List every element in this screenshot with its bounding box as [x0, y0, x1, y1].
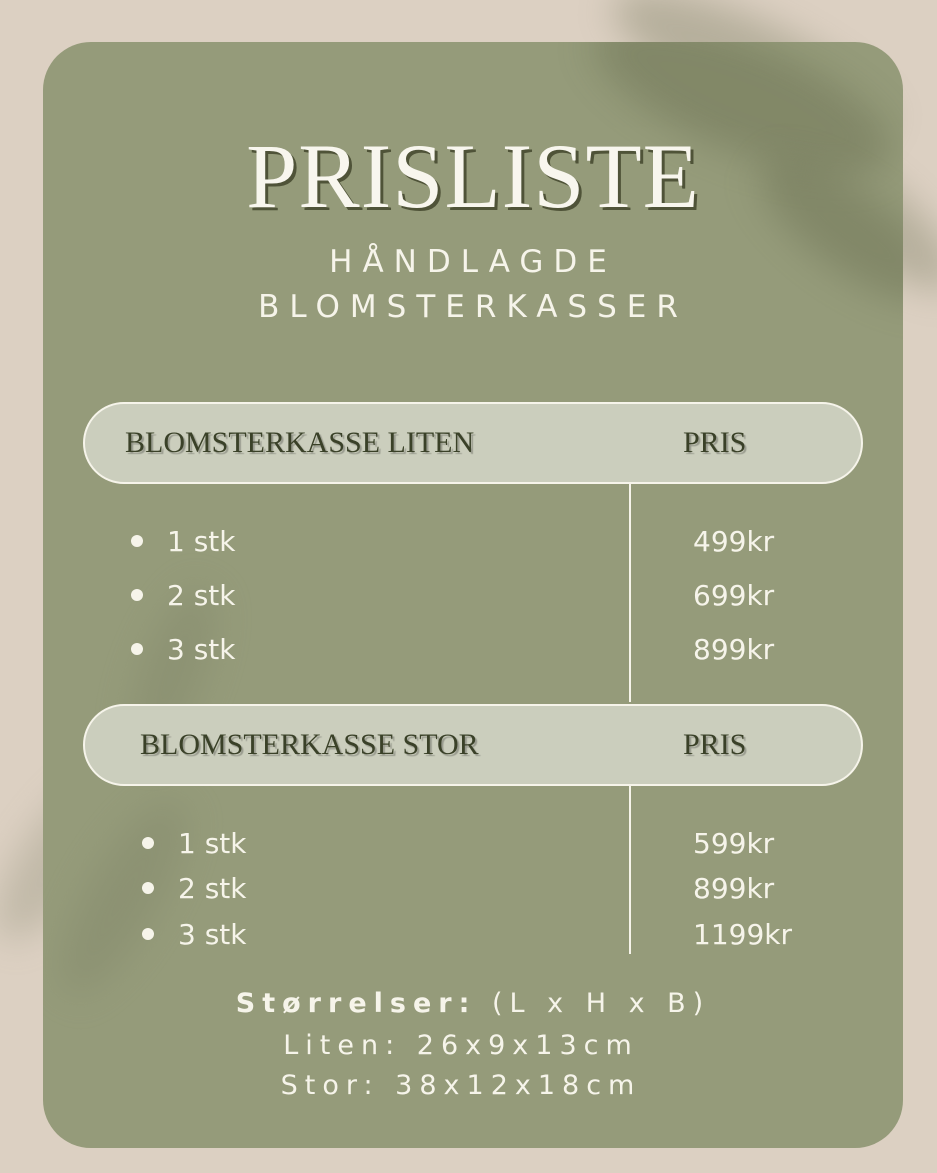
list-item: [43, 630, 903, 670]
quantity: 3 stk: [178, 918, 247, 951]
price: 899kr: [693, 633, 775, 666]
subtitle-line-1: HÅNDLAGDE: [329, 244, 617, 280]
price-header: PRIS: [683, 426, 747, 459]
bullet-icon: [142, 928, 154, 940]
section-header-liten: [83, 402, 863, 484]
price: 899kr: [693, 872, 775, 905]
sizes-heading: [43, 990, 903, 1017]
list-item: [43, 824, 903, 864]
quantity: 2 stk: [167, 579, 236, 612]
price: 699kr: [693, 579, 775, 612]
bullet-icon: [131, 643, 143, 655]
quantity: 3 stk: [167, 633, 236, 666]
list-item: [43, 915, 903, 955]
price-header: PRIS: [683, 728, 747, 761]
quantity: 2 stk: [178, 872, 247, 905]
section-header-stor: [83, 704, 863, 786]
price: 499kr: [693, 525, 775, 558]
size-liten: Liten: 26x9x13cm: [283, 1030, 639, 1061]
price-card: [43, 42, 903, 1148]
subtitle-line-2: BLOMSTERKASSER: [258, 289, 688, 325]
bullet-icon: [142, 882, 154, 894]
list-item: [43, 522, 903, 562]
bullet-icon: [142, 837, 154, 849]
bullet-icon: [131, 535, 143, 547]
section-name: BLOMSTERKASSE STOR: [140, 728, 479, 761]
price: 1199kr: [693, 918, 792, 951]
size-stor: Stor: 38x12x18cm: [280, 1070, 642, 1101]
list-item: [43, 576, 903, 616]
price: 599kr: [693, 827, 775, 860]
list-item: [43, 869, 903, 909]
sizes-dimensions: (L x H x B): [491, 988, 711, 1019]
bullet-icon: [131, 589, 143, 601]
quantity: 1 stk: [178, 827, 247, 860]
quantity: 1 stk: [167, 525, 236, 558]
sizes-label: Størrelser:: [235, 988, 477, 1019]
page-title: PRISLISTE: [246, 125, 700, 227]
section-name: BLOMSTERKASSE LITEN: [125, 426, 475, 459]
